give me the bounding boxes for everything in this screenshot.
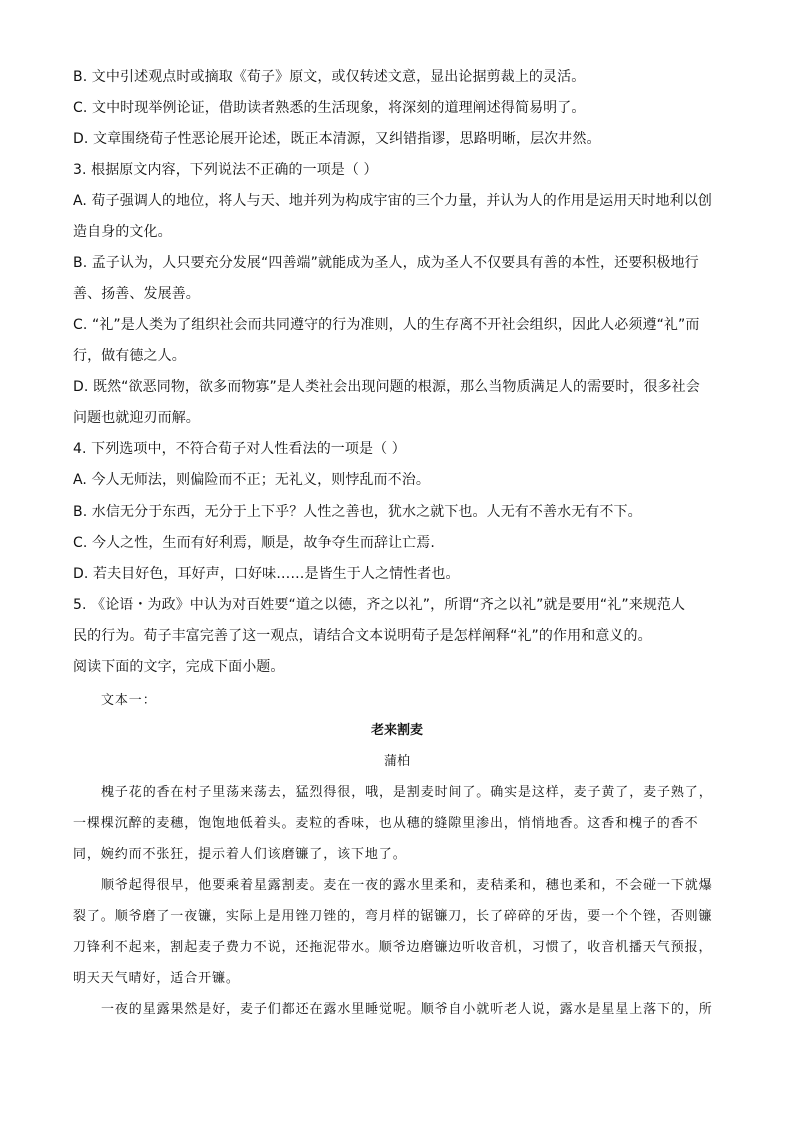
question-3-option-c: C. “礼”是人类为了组织社会而共同遵守的行为准则，人的生存离不开社会组织，因此人必须遵“礼”而 — [73, 317, 700, 333]
text-one-label: 文本一： — [101, 693, 157, 708]
paragraph-2-line-2: 裂了。顺爷磨了一夜镰，实际上是用锉刀锉的，弯月样的锯镰刀，长了碎碎的牙齿，要一个个锉，否则镰 — [73, 909, 713, 924]
paragraph-2-line-3: 刀锋利不起来，割起麦子费力不说，还拖泥带水。顺爷边磨镰边听收音机，习惯了，收音机播天气预报， — [73, 940, 713, 955]
question-3-option-d: D. 既然“欲恶同物，欲多而物寡”是人类社会出现问题的根源，那么当物质满足人的需要时，很多社会 — [73, 379, 700, 395]
reading-instruction: 阅读下面的文字，完成下面小题。 — [73, 659, 285, 675]
question-3-option-c-cont: 行，做有德之人。 — [73, 348, 186, 364]
passage-author: 蒲柏 — [383, 754, 410, 769]
paragraph-2: 顺爷起得很早，他要乘着星露割麦。麦在一夜的露水里柔和，麦秸柔和，穗也柔和，不会碰一下就爆 — [101, 878, 713, 893]
paragraph-1: 槐子花的香在村子里荡来荡去，猛烈得很，哦，是割麦时间了。确实是这样，麦子黄了，麦子熟了， — [101, 785, 713, 800]
question-3-option-b: B. 孟子认为，人只要充分发展“四善端”就能成为圣人，成为圣人不仅要具有善的本性，还要积极地行 — [73, 255, 699, 271]
question-3-option-a: A. 荀子强调人的地位，将人与天、地并列为构成宇宙的三个力量，并认为人的作用是运用天时地利以创 — [73, 193, 712, 209]
passage-title: 老来割麦 — [370, 723, 423, 738]
paragraph-2-line-4: 明天天气晴好，适合开镰。 — [73, 971, 240, 986]
question-4-option-d: D. 若夫目好色，耳好声，口好味……是皆生于人之情性者也。 — [73, 566, 460, 582]
paragraph-1-line-2: 一棵棵沉醉的麦穗，饱饱地低着头。麦粒的香味，也从穗的缝隙里渗出，悄悄地香。这香和槐子的香不 — [73, 816, 699, 831]
paragraph-3: 一夜的星露果然是好，麦子们都还在露水里睡觉呢。顺爷自小就听老人说，露水是星星上落下的，所 — [101, 1002, 713, 1017]
question-5-cont: 民的行为。荀子丰富完善了这一观点，请结合文本说明荀子是怎样阐释“礼”的作用和意义的。 — [73, 628, 652, 644]
option-c: C. 文中时现举例论证，借助读者熟悉的生活现象，将深刻的道理阐述得简易明了。 — [73, 100, 586, 116]
question-4-option-b: B. 水信无分于东西，无分于上下乎？人性之善也，犹水之就下也。人无有不善水无有不下。 — [73, 504, 642, 520]
question-4-stem: 4. 下列选项中，不符合荀子对人性看法的一项是（ ） — [73, 441, 406, 457]
question-3-option-b-cont: 善、扬善、发展善。 — [73, 286, 200, 302]
question-3-option-d-cont: 问题也就迎刃而解。 — [73, 410, 200, 426]
question-5: 5. 《论语・为政》中认为对百姓要“道之以德，齐之以礼”，所谓“齐之以礼”就是要用“礼”来规范人 — [73, 597, 686, 613]
paragraph-1-line-3: 同，婉约而不张狂，提示着人们该磨镰了，该下地了。 — [73, 847, 407, 862]
question-4-option-a: A. 今人无师法，则偏险而不正；无礼义，则悖乱而不治。 — [73, 472, 430, 488]
question-4-option-c: C. 今人之性，生而有好利焉，顺是，故争夺生而辞让亡焉. — [73, 535, 435, 551]
question-3-option-a-cont: 造自身的文化。 — [73, 224, 172, 240]
question-3-stem: 3. 根据原文内容，下列说法不正确的一项是（ ） — [73, 162, 378, 178]
option-d: D. 文章围绕荀子性恶论展开论述，既正本清源，又纠错指谬，思路明晰，层次井然。 — [73, 131, 601, 147]
option-b: B. 文中引述观点时或摘取《荀子》原文，或仅转述文意，显出论据剪裁上的灵活。 — [73, 69, 586, 85]
